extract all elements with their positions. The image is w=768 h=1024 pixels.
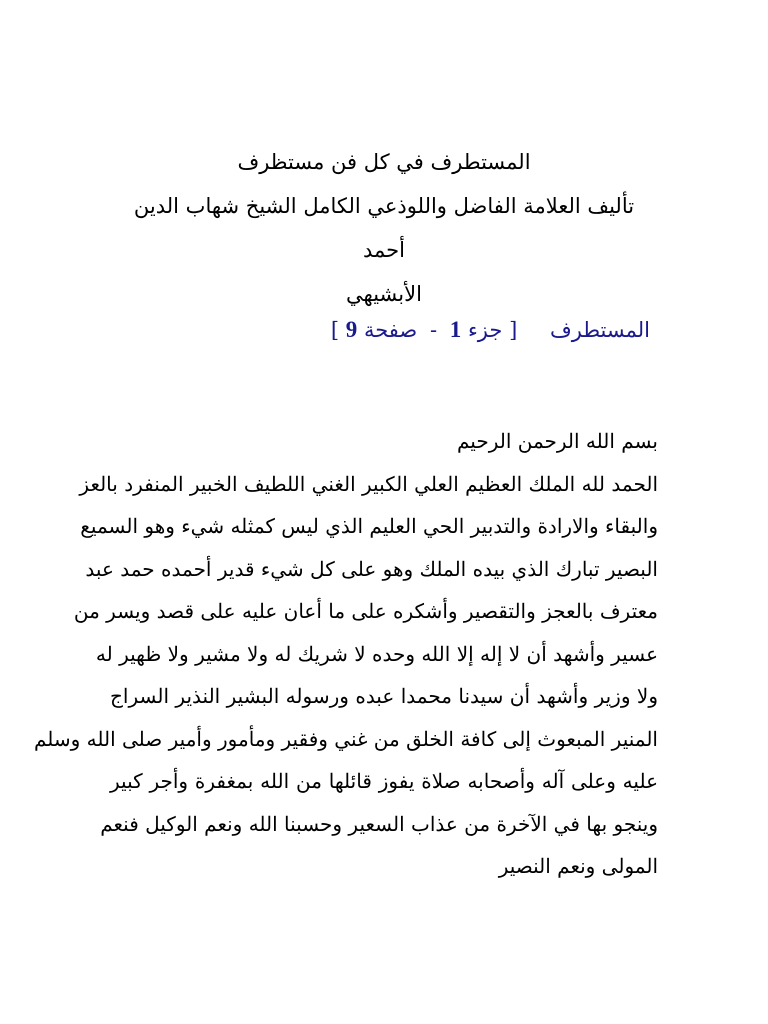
reference-page-number: 9 <box>345 317 358 342</box>
text-line: والبقاء والارادة والتدبير الحي العليم الذي ليس كمثله شيء وهو السميع <box>80 514 658 538</box>
text-line-basmala: بسم الله الرحمن الرحيم <box>456 429 658 453</box>
book-title: المستطرف في كل فن مستظرف <box>237 150 531 174</box>
text-line: معترف بالعجز والتقصير وأشكره على ما أعان عليه على قصد ويسر من <box>73 599 658 623</box>
reference-open-bracket: [ <box>509 318 518 342</box>
text-line: الحمد لله الملك العظيم العلي الكبير الغني اللطيف الخبير المنفرد بالعز <box>79 471 658 496</box>
text-line: المنير المبعوث إلى كافة الخلق من غني وفقير ومأمور وأمير صلى الله وسلم <box>33 726 658 751</box>
author-line-2: الأبشيهي <box>346 282 422 306</box>
text-line: وينجو بها في الآخرة من عذاب السعير وحسبنا الله ونعم الوكيل فنعم <box>100 811 658 836</box>
text-line: البصير تبارك الذي بيده الملك وهو على كل شيء قدير أحمده حمد عبد <box>85 556 658 581</box>
page-reference <box>331 312 650 348</box>
text-line: عسير وأشهد أن لا إله إلا الله وحده لا شريك له ولا مشير ولا ظهير له <box>95 641 658 666</box>
reference-part-label: جزء <box>467 318 503 342</box>
reference-close-bracket: ] <box>330 318 340 342</box>
reference-page-label: صفحة <box>363 318 418 342</box>
reference-part-number: 1 <box>449 317 462 342</box>
text-line: ولا وزير وأشهد أن سيدنا محمدا عبده ورسوله البشير النذير السراج <box>110 684 658 708</box>
author-line-1: تأليف العلامة الفاضل واللوذعي الكامل الشيخ شهاب الدين أحمد <box>133 194 635 262</box>
title-block <box>110 140 658 316</box>
reference-separator: - <box>429 318 438 342</box>
text-line: عليه وعلى آله وأصحابه صلاة يفوز قائلها من الله بمغفرة وأجر كبير <box>110 769 658 793</box>
text-line: المولى ونعم النصير <box>498 854 658 878</box>
body-text <box>33 420 658 888</box>
reference-book-name: المستطرف <box>549 318 650 342</box>
